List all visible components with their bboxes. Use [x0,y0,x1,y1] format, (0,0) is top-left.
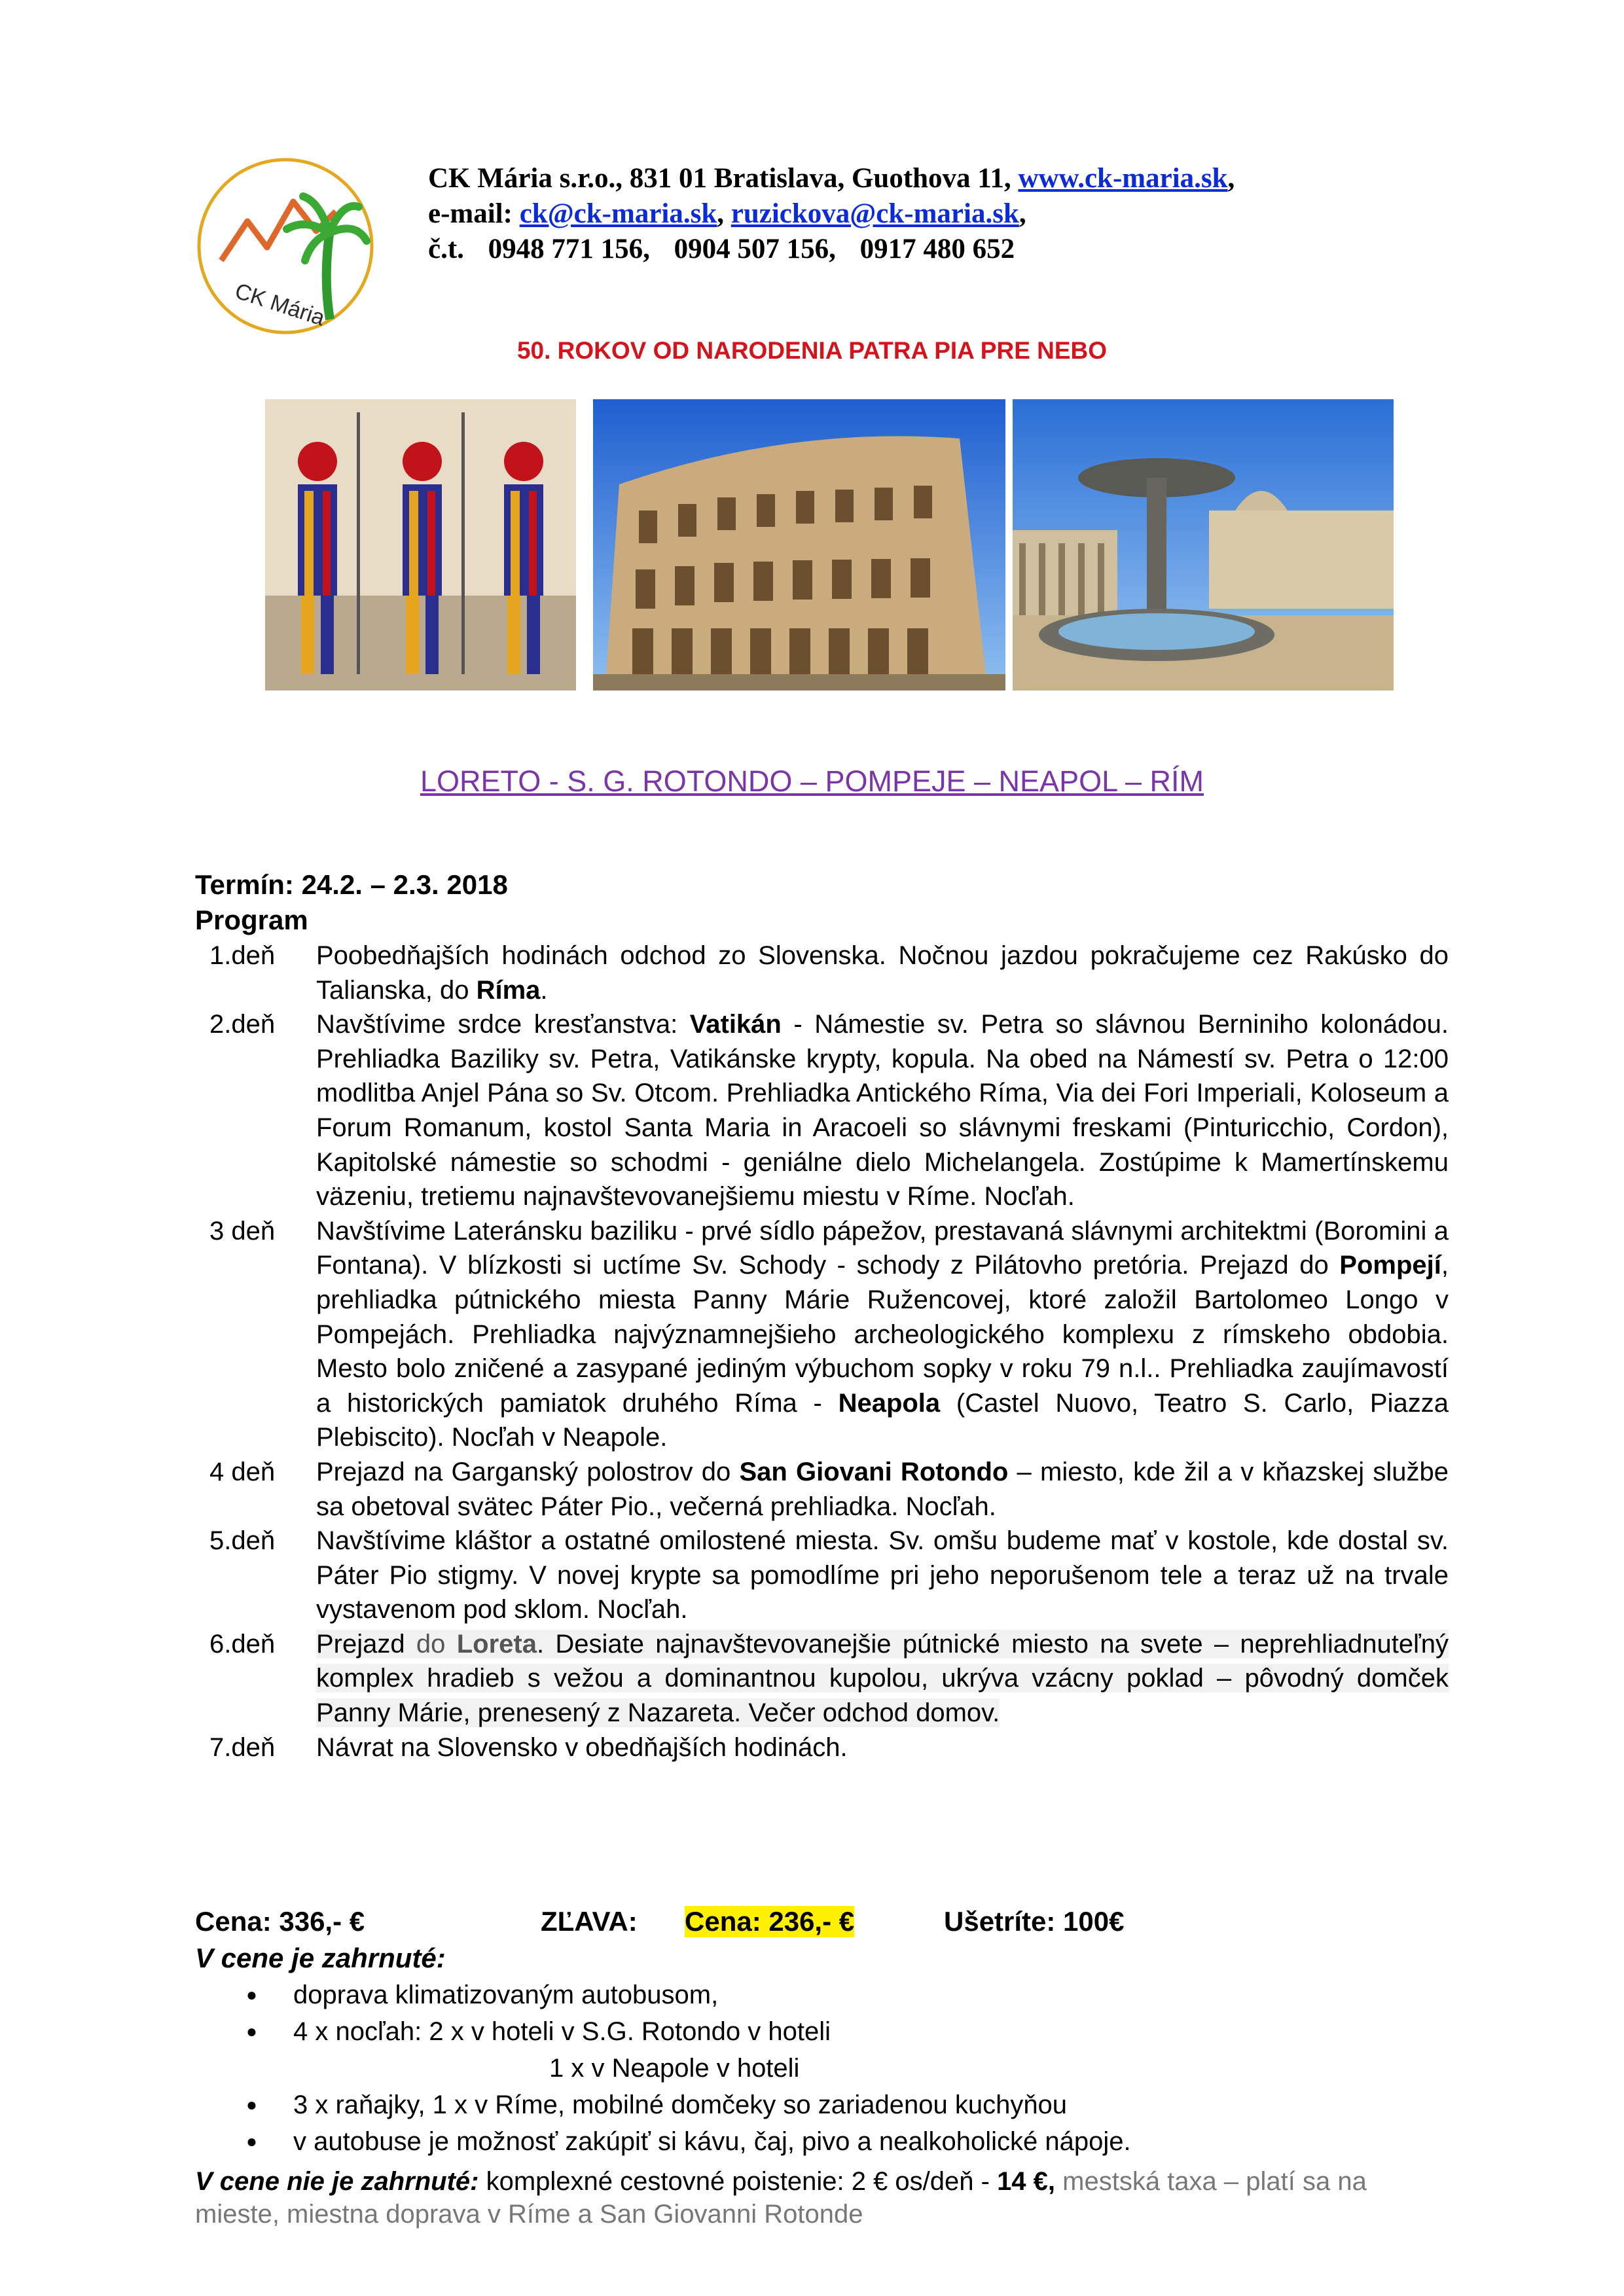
tour-title: LORETO - S. G. ROTONDO – POMPEJE – NEAPOL – RÍM [420,764,1204,798]
program-day-6: 6.deň Prejazd do Loreta. Desiate najnavštevovanejšie pútnické miesto na svete – neprehliadnuteľný komplex hradieb s vežou a dominantnou kupolou, ukrýva vzácny poklad – pôvodný domček Panny Márie, prenesený z Nazareta. Večer odchod domov. [195,1627,1449,1731]
day-number: 1.deň [209,941,276,970]
included-list [195,1977,1449,2160]
list-item-continued: 1 x v Neapole v hoteli [549,2054,800,2083]
program-day-1: 1.deň Poobedňajších hodinách odchod zo Slovenska. Nočnou jazdou pokračujeme cez Rakúsko do Talianska, do Ríma. [195,939,1449,1007]
logo-text: CK Mária [232,278,328,331]
price-discounted: Cena: 236,- € [685,1906,855,1937]
price-original: Cena: 336,- € [195,1906,365,1937]
program-day-2: 2.deň Navštívime srdce kresťanstva: Vatikán - Námestie sv. Petra so slávnou Berniniho kolonádou. Prehliadka Baziliky sv. Petra, Vatikánske krypty, kopula. Na obed na Námestí sv. Petra o 12:00 modlitba Anjel Pána so Sv. Otcom. Prehliadka Antického Ríma, Via dei Fori Imperiali, Koloseum a Forum Romanum, kostol Santa Maria in Aracoeli so slávnymi freskami (Pinturicchio, Cordon), Kapitolské námestie so schodmi - geniálne dielo Michelangela. Zostúpime k Mamertínskemu väzeniu, tretiemu najnavštevovanejšiemu miestu v Ríme. Nocľah. [195,1007,1449,1214]
phone-3: 0917 480 652 [859,234,1015,264]
ck-maria-logo [195,156,376,336]
email-link-ck[interactable]: ck@ck-maria.sk [519,198,717,229]
program-day-3: 3 deň Navštívime Lateránsku baziliku - prvé sídlo pápežov, prestavaná slávnymi architektmi (Boromini a Fontana). V blízkosti si uctíme Sv. Schody - schody z Pilátovho pretória. Prejazd do Pompejí, prehliadka pútnického miesta Panny Márie Ružencovej, ktoré založil Bartolomeo Longo v Pompejách. Prehliadka najvýznamnejšieho archeologického komplexu z rímskeho obdobia. Mesto bolo zničené a zasypané jediným výbuchom sopky v roku 79 n.l.. Prehliadka zaujímavostí a historických pamiatok druhého Ríma - Neapola (Castel Nuovo, Teatro S. Carlo, Piazza Plebiscito). Nocľah v Neapole. [195,1214,1449,1455]
day-number: 7.deň [209,1732,276,1762]
day-number: 3 deň [209,1216,276,1246]
phone-label: č.t. [428,234,464,264]
program-day-7: 7.deň Návrat na Slovensko v obedňajších hodinách. [195,1731,1449,1765]
day-number: 4 deň [209,1457,276,1486]
included-label: V cene je zahrnuté: [195,1943,446,1973]
phone-line [428,232,1235,267]
list-item: ● doprava klimatizovaným autobusom, [246,1981,719,2009]
day-number: 2.deň [209,1010,276,1039]
photo-colosseum [593,399,1005,691]
list-item: ● 3 x raňajky, 1 x v Ríme, mobilné domčeky so zariadenou kuchyňou [246,2090,1068,2119]
program-day-5: 5.deň Navštívime kláštor a ostatné omilostené miesta. Sv. omšu budeme mať v kostole, kde dostal sv. Páter Pio stigmy. V novej krypte sa pomodlíme pri jeho neporušenom tele a teraz už na trvale vystavenom pod sklom. Nocľah. [195,1524,1449,1627]
discount-label: ZĽAVA: [541,1906,638,1937]
day-number: 5.deň [209,1526,276,1556]
program-list [195,939,1449,1765]
subheadline: 50. ROKOV OD NARODENIA PATRA PIA PRE NEBO [516,337,1108,364]
program-label: Program [195,905,308,935]
program-day-4: 4 deň Prejazd na Garganský polostrov do San Giovani Rotondo – miesto, kde žil a v kňazskej službe sa obetoval svätec Páter Pio., večerná prehliadka. Nocľah. [195,1455,1449,1524]
address-text: CK Mária s.r.o., 831 01 Bratislava, Guothova 11, [428,163,1011,194]
excluded-info: V cene nie je zahrnuté: komplexné cestovné poistenie: 2 € os/deň - 14 €, mestská taxa – platí sa na mieste, miestna doprava v Ríme a San Giovanni Rotonde [195,2167,1367,2229]
email-label: e-mail: [428,198,513,229]
day-number: 6.deň [209,1629,276,1659]
company-header [428,161,1235,267]
list-item: ● v autobuse je možnosť zakúpiť si kávu, čaj, pivo a nealkoholické nápoje. [246,2127,1131,2156]
tour-term: Termín: 24.2. – 2.3. 2018 [195,869,508,900]
phone-2: 0904 507 156, [674,234,836,264]
email-link-ruzickova[interactable]: ruzickova@ck-maria.sk [731,198,1019,229]
photo-st-peters-square-fountain [1013,399,1394,691]
photo-swiss-guards [265,399,576,691]
website-link[interactable]: www.ck-maria.sk [1018,163,1228,194]
list-item: ● 4 x nocľah: 2 x v hoteli v S.G. Rotondo v hoteli [246,2017,831,2046]
savings: Ušetríte: 100€ [944,1906,1125,1937]
phone-1: 0948 771 156, [488,234,650,264]
excluded-label: V cene nie je zahrnuté: [195,2167,479,2196]
address-line: CK Mária s.r.o., 831 01 Bratislava, Guothova 11, www.ck-maria.sk, [428,163,1235,194]
email-line: e-mail: ck@ck-maria.sk, ruzickova@ck-maria.sk, [428,198,1026,229]
